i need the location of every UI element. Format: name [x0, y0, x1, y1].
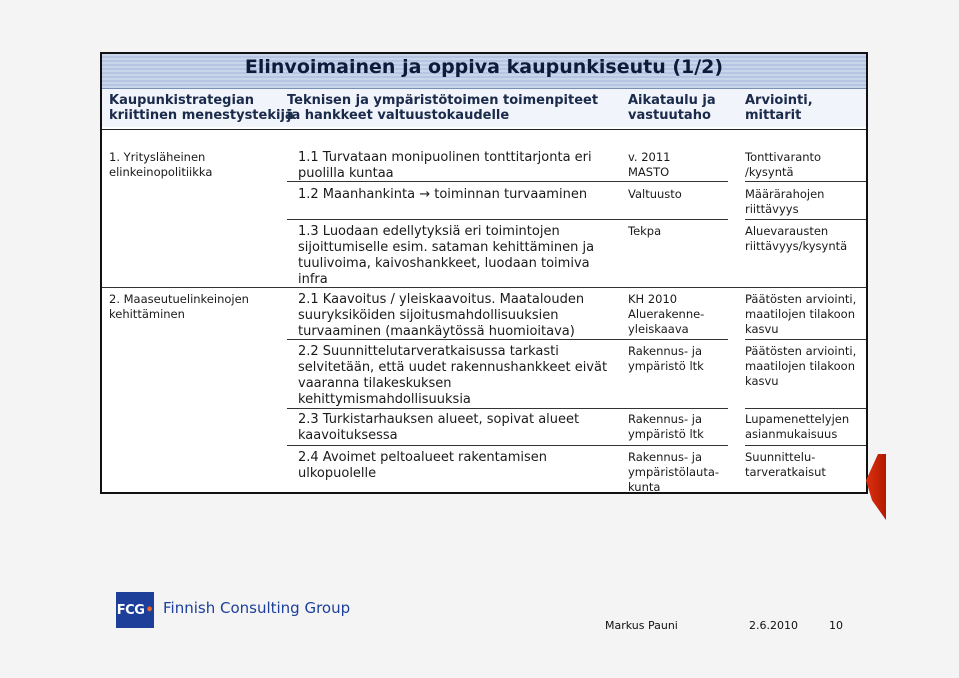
table-header — [102, 89, 866, 127]
page-title: Elinvoimainen ja oppiva kaupunkiseutu (1/2) — [244, 56, 724, 78]
metric-cell: Lupamenettelyjen asianmukaisuus — [745, 412, 850, 441]
action-cell: 1.3 Luodaan edellytyksiä eri toimintojen sijoittumiselle esim. sataman kehittäminen ja tuulivoima, kaivoshankkeet, luodaan toimiva infra — [298, 224, 595, 287]
author-name: Markus Pauni — [605, 619, 678, 632]
action-cell: 1.2 Maanhankinta → toiminnan turvaaminen — [298, 187, 588, 202]
schedule-cell: v. 2011 MASTO — [628, 150, 671, 179]
page-number: 10 — [829, 619, 843, 632]
row-divider — [628, 219, 728, 220]
action-cell: 1.1 Turvataan monipuolinen tonttitarjonta eri puolilla kuntaa — [298, 150, 592, 181]
factor-cell: 1. Yritysläheinen elinkeinopolitiikka — [109, 150, 213, 179]
section-divider — [102, 287, 866, 288]
header-actions: Teknisen ja ympäristötoimen toimenpiteet ja hankkeet valtuustokaudelle — [287, 93, 599, 123]
row-divider — [628, 408, 728, 409]
metric-cell: Määrärahojen riittävyys — [745, 187, 825, 216]
document-date: 2.6.2010 — [749, 619, 798, 632]
row-divider — [628, 339, 728, 340]
row-divider — [745, 181, 866, 182]
row-divider — [745, 445, 866, 446]
header-divider — [102, 129, 866, 130]
metric-cell: Aluevarausten riittävyys/kysyntä — [745, 224, 848, 253]
header-schedule: Aikataulu ja vastuutaho — [628, 93, 716, 123]
red-tab-mark — [866, 454, 886, 520]
metric-cell: Päätösten arviointi, maatilojen tilakoon kasvu — [745, 344, 857, 388]
header-factor: Kaupunkistrategian kriittinen menestystekijä — [109, 93, 294, 123]
row-divider — [287, 408, 628, 409]
metric-cell: Päätösten arviointi, maatilojen tilakoon kasvu — [745, 292, 857, 336]
row-divider — [287, 181, 628, 182]
row-divider — [628, 445, 728, 446]
fcg-logo: FCG • — [116, 592, 154, 628]
row-divider — [628, 181, 728, 182]
schedule-cell: Valtuusto — [628, 187, 682, 201]
row-divider — [745, 408, 866, 409]
metric-cell: Suunnittelu- tarveratkaisut — [745, 450, 826, 479]
schedule-cell: Rakennus- ja ympäristö ltk — [628, 412, 704, 441]
strategy-table — [100, 52, 868, 494]
row-divider — [287, 219, 628, 220]
schedule-cell: Tekpa — [628, 224, 662, 238]
metric-cell: Tonttivaranto /kysyntä — [745, 150, 822, 179]
header-metrics: Arviointi, mittarit — [745, 93, 813, 123]
company-name: Finnish Consulting Group — [163, 599, 351, 617]
action-cell: 2.2 Suunnittelutarveratkaisussa tarkasti selvitetään, että uudet rakennushankkeet eivät vaaranna tilakeskuksen kehittymismahdollisuuksia — [298, 344, 608, 407]
action-cell: 2.3 Turkistarhauksen alueet, sopivat alueet kaavoituksessa — [298, 412, 580, 443]
action-cell: 2.1 Kaavoitus / yleiskaavoitus. Maatalouden suuryksiköiden sijoitusmahdollisuuksien turvaaminen (maankäytössä huomioitava) — [298, 292, 585, 339]
row-divider — [745, 219, 866, 220]
action-cell: 2.4 Avoimet peltoalueet rakentamisen ulkopuolelle — [298, 450, 548, 481]
schedule-cell: Rakennus- ja ympäristölauta- kunta — [628, 450, 720, 494]
row-divider — [287, 445, 628, 446]
factor-cell: 2. Maaseutuelinkeinojen kehittäminen — [109, 292, 249, 321]
row-divider — [745, 339, 866, 340]
schedule-cell: Rakennus- ja ympäristö ltk — [628, 344, 704, 373]
schedule-cell: KH 2010 Aluerakenne- yleiskaava — [628, 292, 705, 336]
title-bar — [102, 54, 866, 89]
row-divider — [287, 339, 628, 340]
